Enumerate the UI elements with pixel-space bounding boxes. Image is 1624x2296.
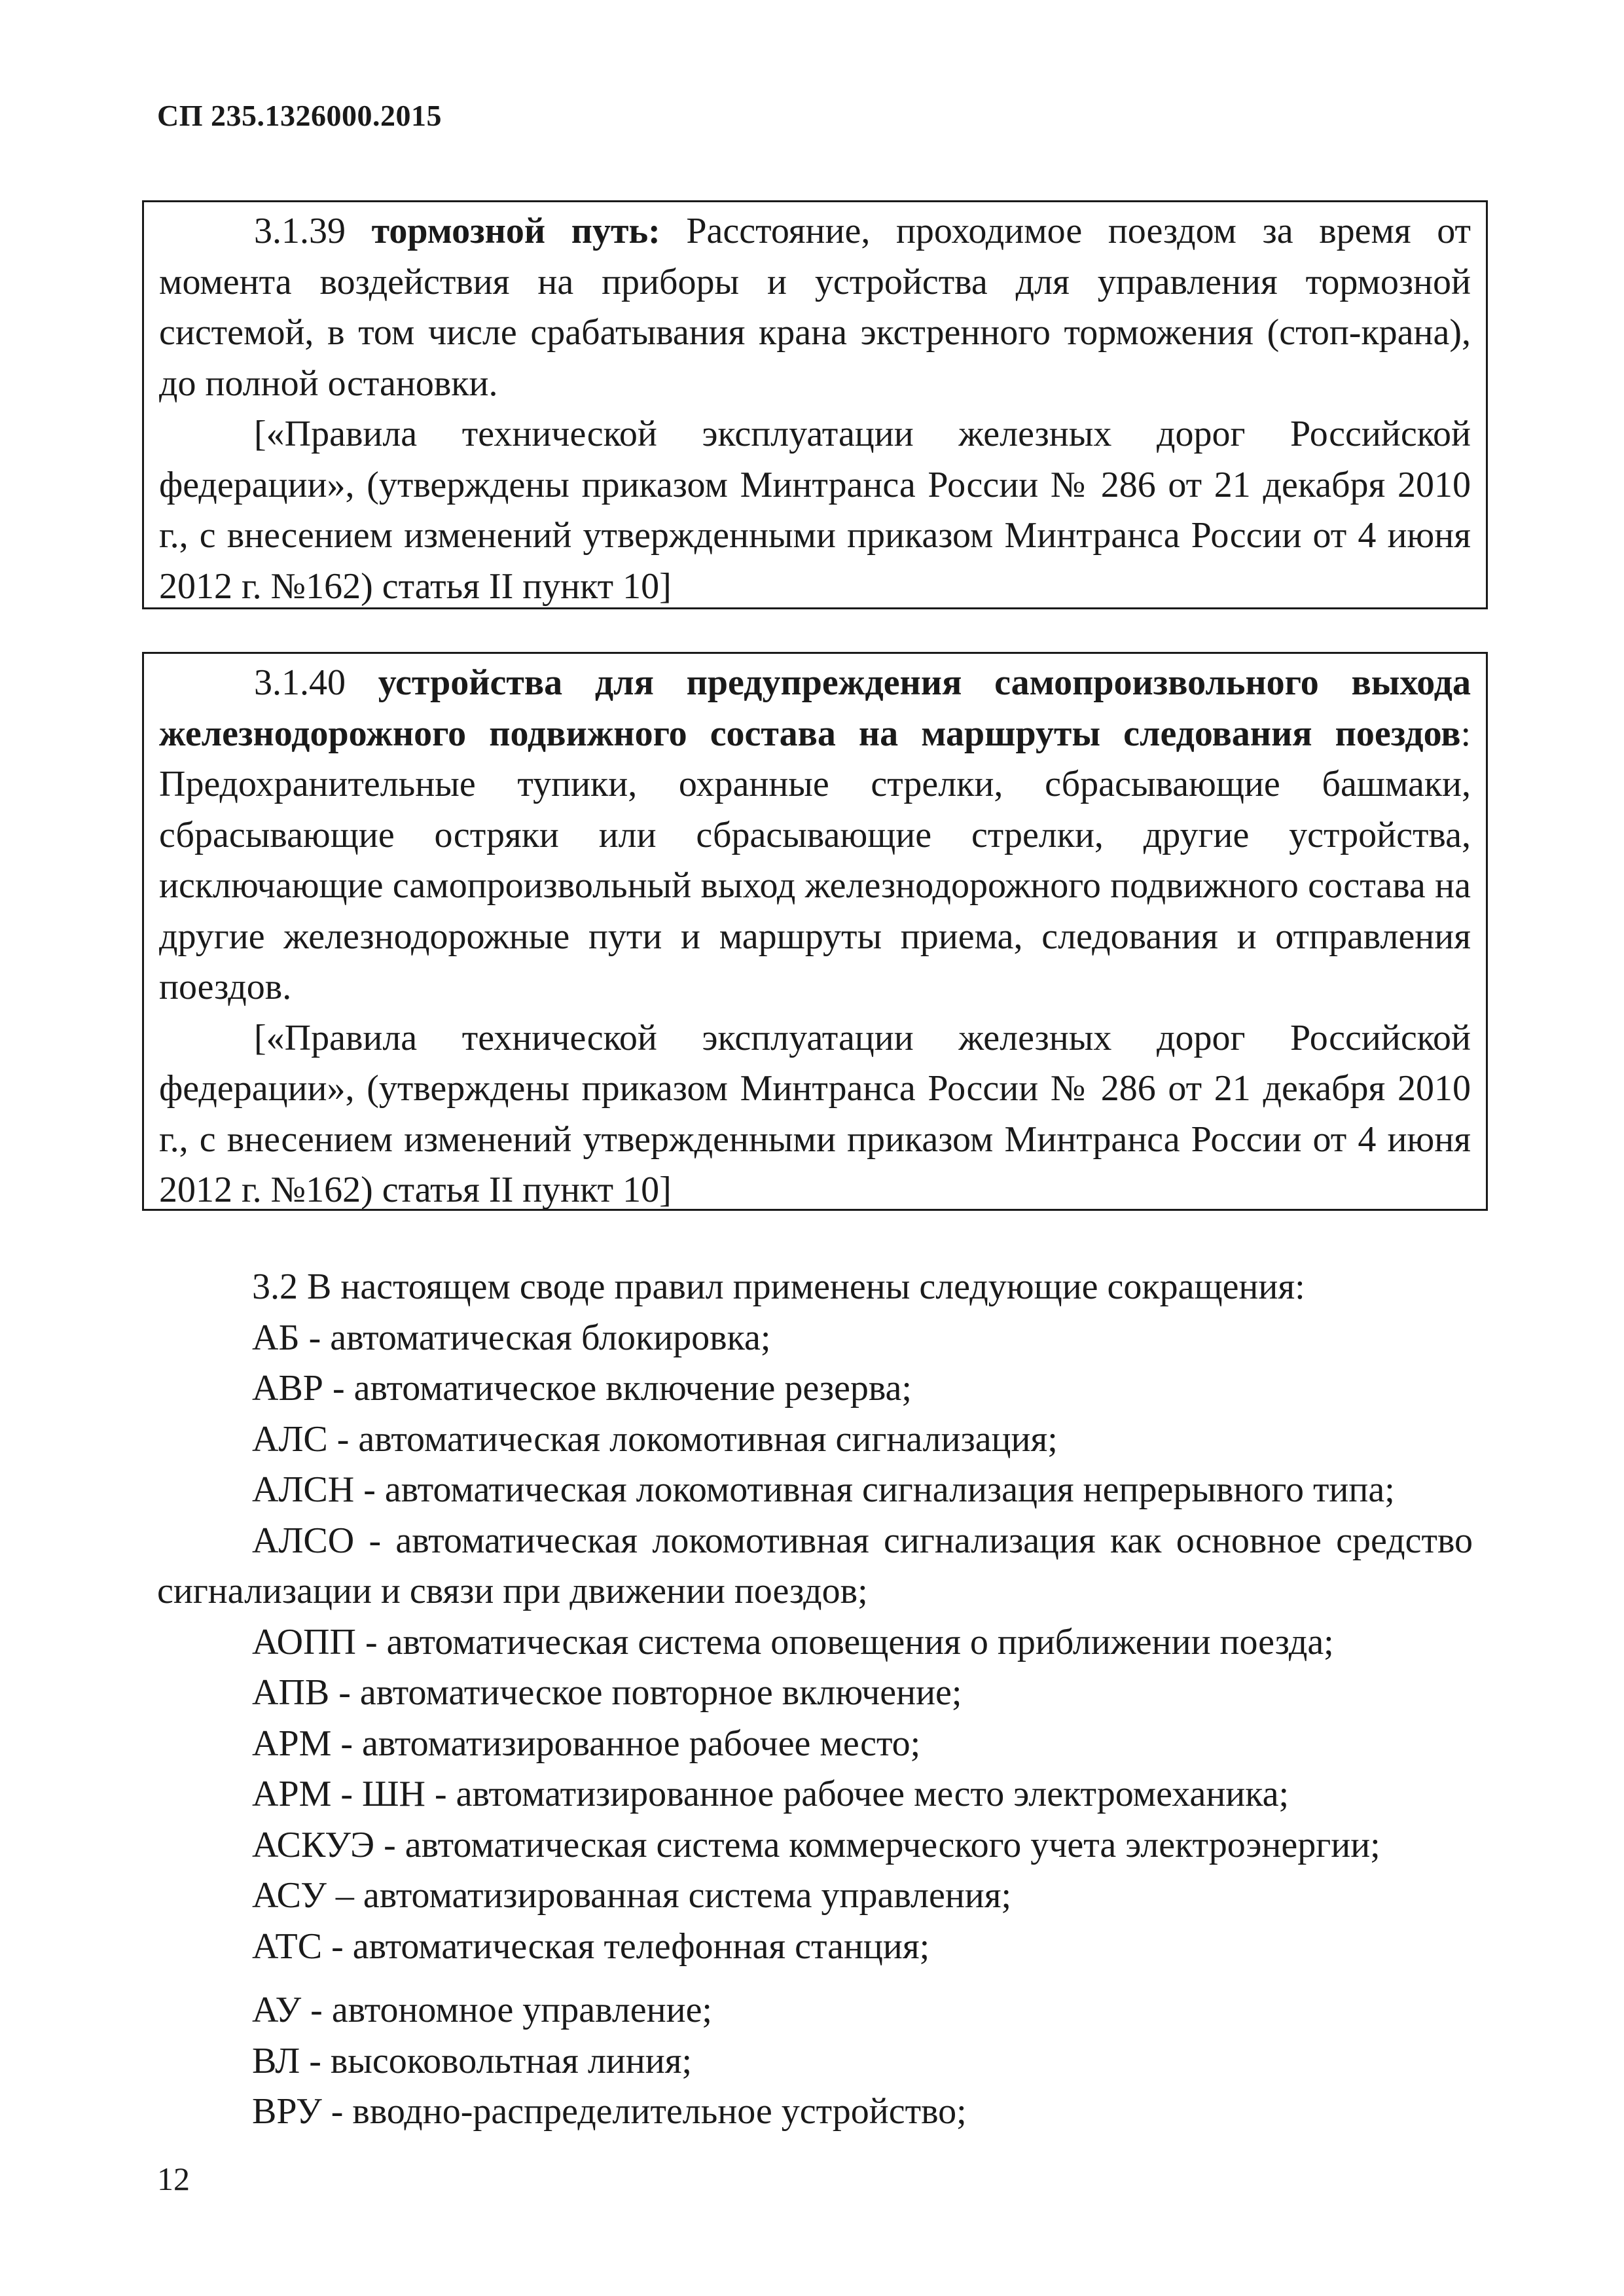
term-name: тормозной путь: — [371, 211, 660, 251]
abbreviations-intro: 3.2 В настоящем своде правил применены следующие сокращения: — [252, 1266, 1305, 1307]
abbreviation-item: АВР - автоматическое включение резерва; — [252, 1368, 912, 1408]
term-definition: Расстояние, проходимое поездом за время от момента воздействия на приборы и устройства для управления тормозной системой, в том числе срабатывания крана экстренного торможения (стоп-крана), до полной остановки. — [159, 211, 1471, 404]
term-name: устройства для предупреждения самопроизвольного выхода железнодорожного подвижного состава на маршруты следования поездов — [159, 662, 1471, 754]
abbreviation-item: АЛСО - автоматическая локомотивная сигнализация как основное средство сигнализации и связи при движении поездов; — [157, 1520, 1473, 1611]
abbreviation-item: АЛСН - автоматическая локомотивная сигнализация непрерывного типа; — [252, 1469, 1395, 1510]
term-number: 3.1.40 — [254, 662, 346, 703]
term-box-3-1-40 — [142, 652, 1488, 1211]
abbreviation-item: АРМ - ШН - автоматизированное рабочее место электромеханика; — [252, 1774, 1290, 1814]
abbreviation-item: АБ - автоматическая блокировка; — [252, 1317, 771, 1358]
term-definition-paragraph — [159, 658, 1471, 1013]
term-number: 3.1.39 — [254, 211, 346, 251]
abbreviation-item: ВРУ - вводно-распределительное устройство; — [252, 2091, 967, 2132]
term-box-3-1-39 — [142, 200, 1488, 609]
document-code-header: СП 235.1326000.2015 — [157, 99, 442, 132]
abbreviation-item: АРМ - автоматизированное рабочее место; — [252, 1723, 921, 1764]
abbreviation-item: АЛС - автоматическая локомотивная сигнализация; — [252, 1418, 1058, 1460]
abbreviation-item: АСКУЭ - автоматическая система коммерческого учета электроэнергии; — [252, 1824, 1380, 1865]
abbreviation-item: ВЛ - высоковольтная линия; — [252, 2040, 693, 2081]
abbreviation-item: АОПП - автоматическая система оповещения о приближении поезда; — [252, 1621, 1334, 1662]
abbreviation-item: АСУ – автоматизированная система управления; — [252, 1875, 1012, 1916]
abbreviation-item: АУ - автономное управление; — [252, 1990, 712, 2030]
term-source-paragraph: [«Правила технической эксплуатации железных дорог Российской федерации», (утверждены приказом Минтранса России № 286 от 21 декабря 2010 г., с внесением изменений утвержденными приказом Минтранса России от 4 июня 2012 г. №162) статья II пункт 10] — [159, 1017, 1471, 1210]
term-source-paragraph: [«Правила технической эксплуатации железных дорог Российской федерации», (утверждены приказом Минтранса России № 286 от 21 декабря 2010 г., с внесением изменений утвержденными приказом Минтранса России от 4 июня 2012 г. №162) статья II пункт 10] — [159, 414, 1471, 607]
abbreviation-item: АПВ - автоматическое повторное включение; — [252, 1672, 962, 1713]
abbreviation-item: АТС - автоматическая телефонная станция; — [252, 1926, 930, 1967]
term-definition-paragraph — [159, 206, 1471, 409]
page-number: 12 — [157, 2161, 190, 2197]
abbreviations-section — [157, 1262, 1473, 2138]
term-definition: : Предохранительные тупики, охранные стрелки, сбрасывающие башмаки, сбрасывающие остряки или сбрасывающие стрелки, другие устройства, исключающие самопроизвольный выход железнодорожного подвижного состава на другие железнодорожные пути и маршруты приема, следования и отправления поездов. — [159, 713, 1471, 1007]
